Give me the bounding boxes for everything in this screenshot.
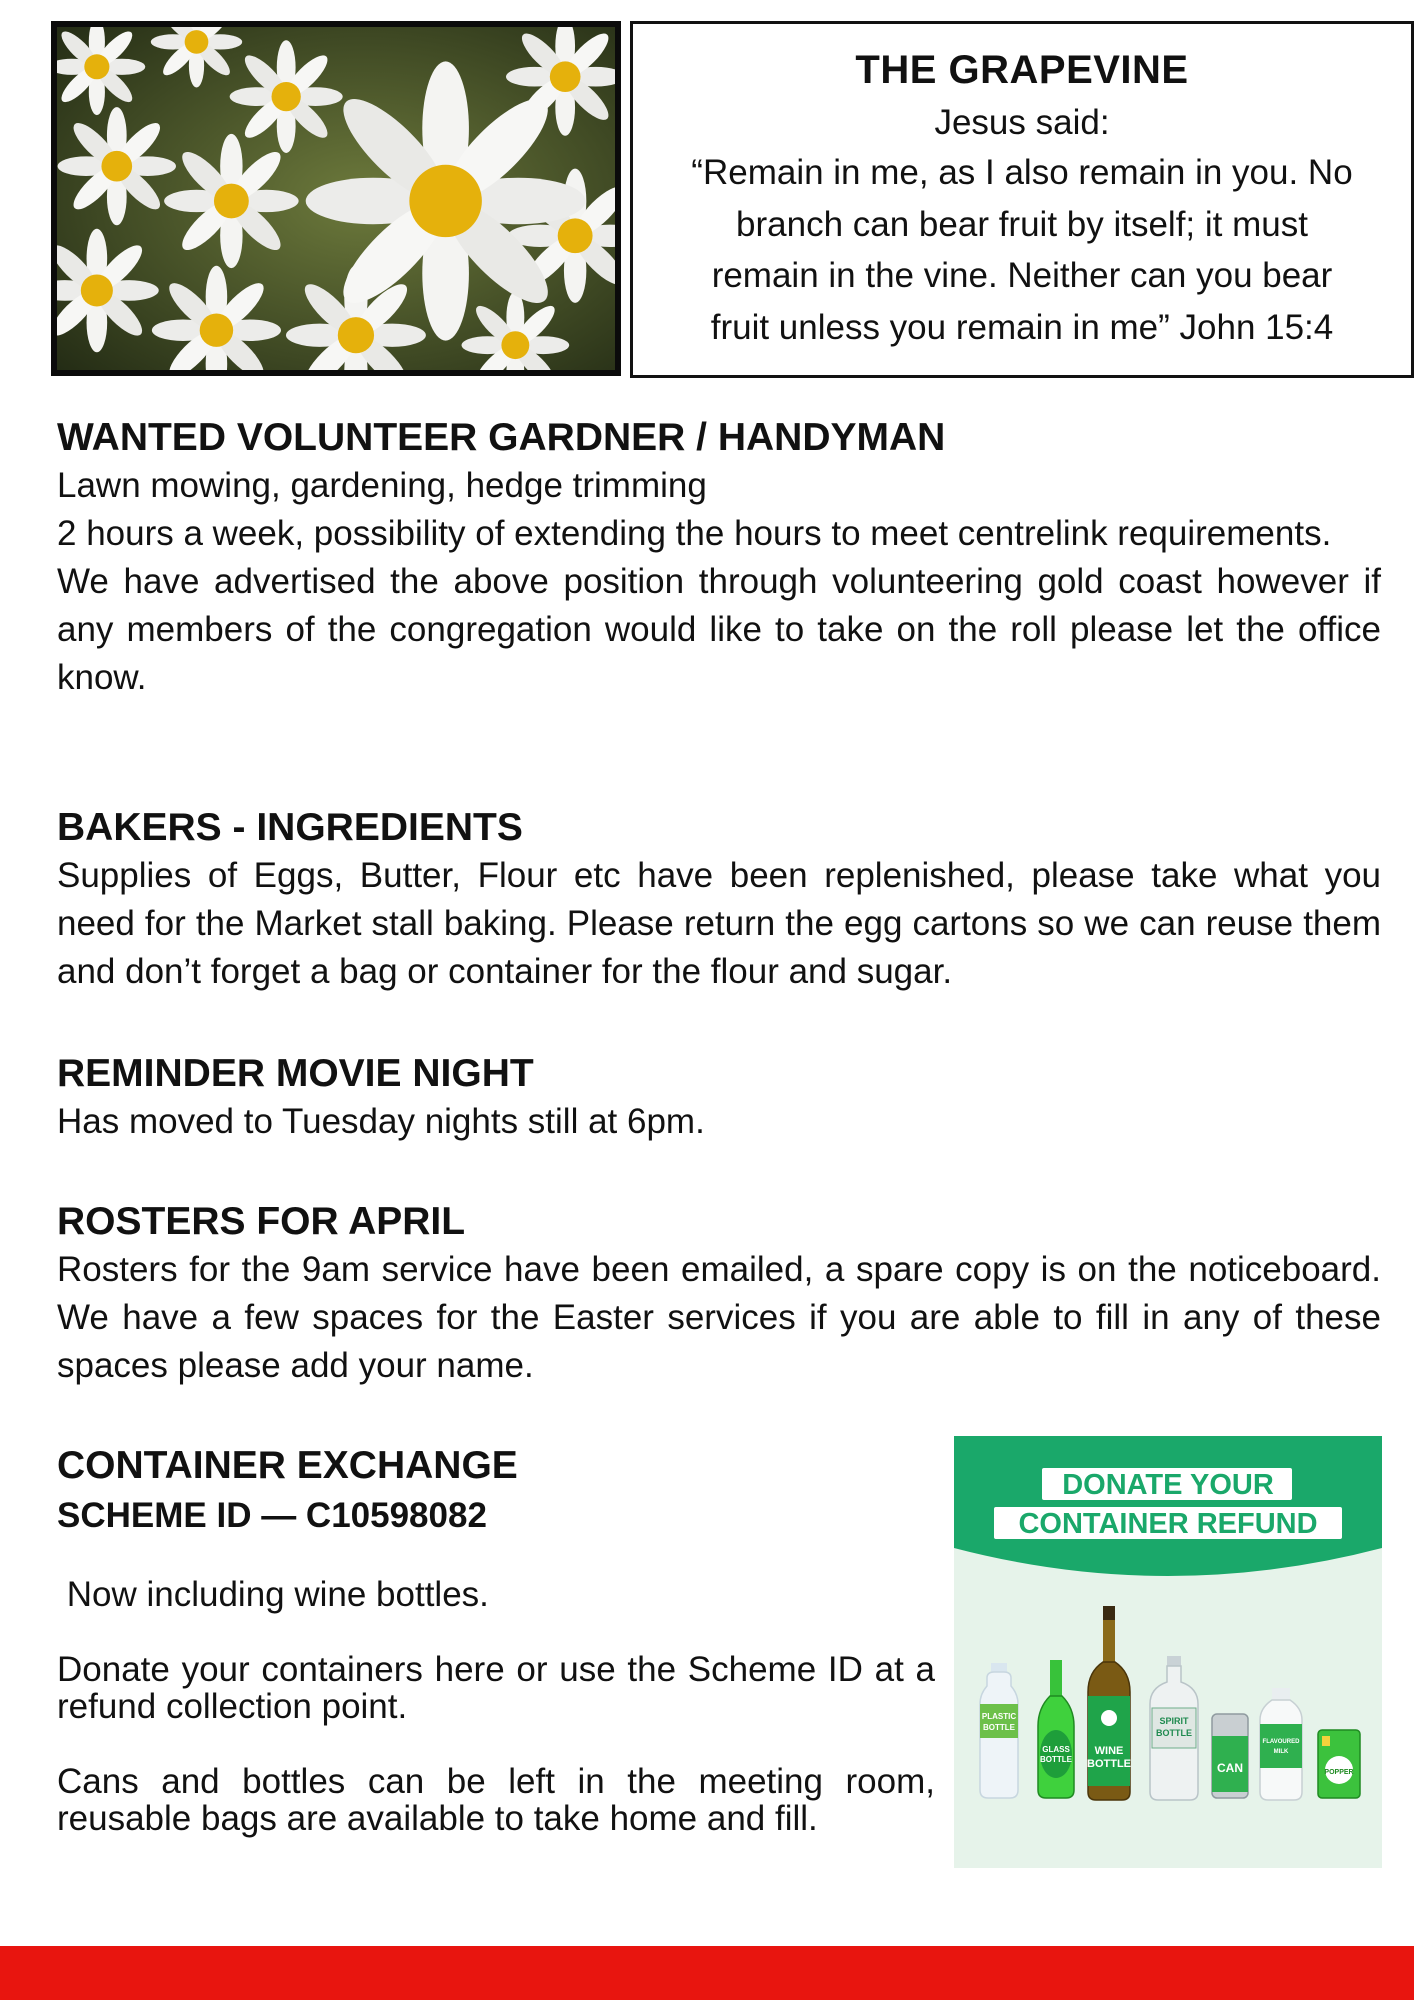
newsletter-title: THE GRAPEVINE	[855, 48, 1189, 92]
quote-line: “Remain in me, as I also remain in you. No	[691, 153, 1353, 192]
container-para-3: Cans and bottles can be left in the meeting room, reusable bags are available to take home and fill.	[57, 1762, 935, 1838]
svg-text:BOTTLE: BOTTLE	[983, 1723, 1015, 1732]
volunteer-line-1: Lawn mowing, gardening, hedge trimming	[57, 466, 707, 505]
movie-section	[57, 1050, 1381, 1146]
donate-refund-ad	[954, 1436, 1382, 1868]
quote-line: remain in the vine. Neither can you bear	[711, 256, 1333, 295]
svg-text:SPIRIT: SPIRIT	[1159, 1716, 1189, 1726]
svg-text:WINE: WINE	[1094, 1745, 1124, 1757]
scheme-id: SCHEME ID — C10598082	[57, 1496, 487, 1535]
volunteer-heading: WANTED VOLUNTEER GARDNER / HANDYMAN	[57, 416, 946, 459]
volunteer-line-2: 2 hours a week, possibility of extending the hours to meet centrelink requirements.	[57, 514, 1332, 553]
header-box	[630, 21, 1414, 378]
can-icon	[1212, 1714, 1248, 1798]
ad-headline-1: DONATE YOUR	[1062, 1469, 1274, 1501]
svg-text:BOTTLE: BOTTLE	[1087, 1758, 1131, 1770]
quote-attribution: Jesus said:	[934, 103, 1110, 142]
container-section	[57, 1442, 935, 1837]
container-heading: CONTAINER EXCHANGE	[57, 1444, 518, 1487]
bakers-heading: BAKERS - INGREDIENTS	[57, 806, 523, 849]
footer-bar	[0, 1946, 1414, 2000]
bakers-body: Supplies of Eggs, Butter, Flour etc have been replenished, please take what you need for the Market stall baking. Please return the egg cartons so we can reuse them and don’t forget a bag or container for the flour and sugar.	[57, 856, 1381, 991]
ad-illustration	[954, 1436, 1382, 1868]
rosters-heading: ROSTERS FOR APRIL	[57, 1200, 466, 1243]
bakers-section	[57, 804, 1381, 996]
svg-text:GLASS: GLASS	[1042, 1745, 1070, 1754]
popper-icon	[1318, 1730, 1360, 1798]
container-para-2: Donate your containers here or use the Scheme ID at a refund collection point.	[57, 1650, 935, 1726]
volunteer-section	[57, 414, 1381, 702]
daisy-photo	[51, 21, 621, 376]
quote-line: branch can bear fruit by itself; it must	[736, 204, 1308, 244]
svg-text:POPPER: POPPER	[1324, 1769, 1354, 1776]
quote-line: fruit unless you remain in me” John 15:4	[710, 307, 1334, 347]
svg-text:FLAVOURED: FLAVOURED	[1262, 1739, 1300, 1745]
svg-text:BOTTLE: BOTTLE	[1156, 1728, 1192, 1738]
bible-quote	[633, 147, 1411, 353]
svg-text:BOTTLE: BOTTLE	[1040, 1755, 1072, 1764]
svg-text:MILK: MILK	[1273, 1749, 1289, 1755]
rosters-section	[57, 1198, 1381, 1390]
ad-headline-2: CONTAINER REFUND	[1018, 1508, 1318, 1540]
volunteer-line-3: We have advertised the above position through volunteering gold coast however if any members of the congregation would like to take on the roll please let the office know.	[57, 562, 1381, 697]
flavoured-milk-icon	[1260, 1688, 1302, 1800]
container-para-1: Now including wine bottles.	[57, 1575, 489, 1614]
daisy-illustration	[57, 27, 615, 370]
movie-body: Has moved to Tuesday nights still at 6pm.	[57, 1102, 705, 1141]
movie-heading: REMINDER MOVIE NIGHT	[57, 1052, 534, 1095]
svg-text:PLASTIC: PLASTIC	[981, 1712, 1017, 1721]
rosters-body: Rosters for the 9am service have been emailed, a spare copy is on the noticeboard. We have a few spaces for the Easter services if you are able to fill in any of these spaces please add your name.	[57, 1250, 1381, 1385]
svg-text:CAN: CAN	[1217, 1761, 1243, 1775]
